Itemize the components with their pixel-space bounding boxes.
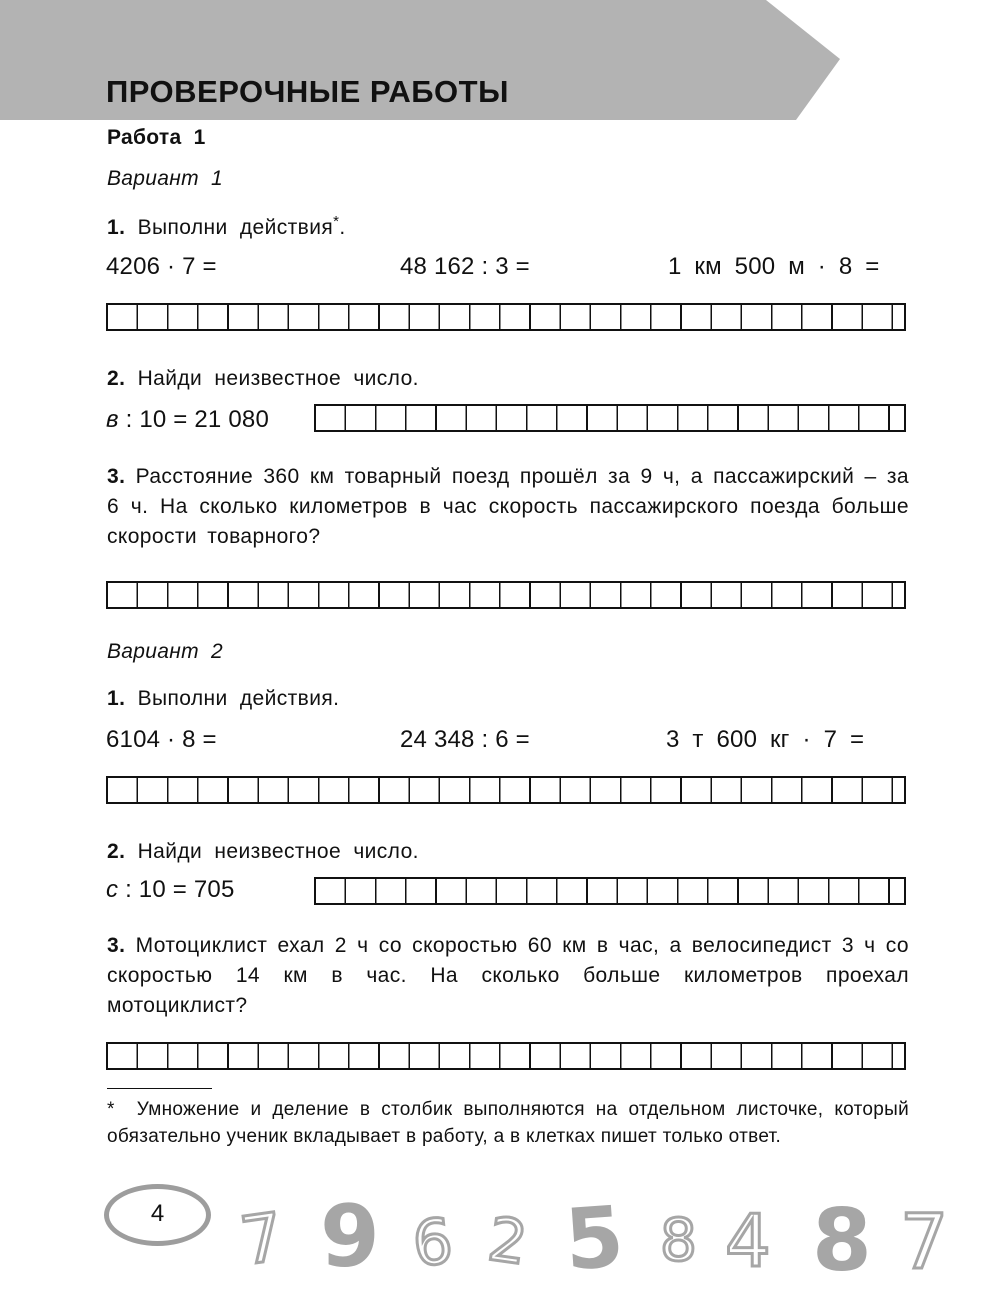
v1-task1-heading [107,213,346,240]
v2-task3-answer-grid[interactable] [106,1042,906,1070]
decor-digit: 4 [725,1199,771,1283]
variant-1-label: Вариант 1 [107,167,223,190]
v2-task1-number: 1. [107,687,126,710]
v1-task1-answer-grid[interactable] [106,303,906,331]
v2-task3 [107,931,909,1021]
v1-task1-text: Выполни действия [137,216,334,239]
v2-expression-1: 6104 · 8 = [106,726,217,753]
v2-task1-text: Выполни действия. [137,687,340,710]
v1-task1-period: . [339,216,346,239]
v2-task3-text: Мотоциклист ехал 2 ч со скоростью 60 км в час, а велосипедист 3 ч со скоростью 14 км в час. На сколько больше километров проехал мотоциклист? [107,934,909,1017]
v2-unknown-variable: с [106,876,119,903]
v2-task3-number: 3. [107,934,126,957]
v2-task2-answer-grid[interactable] [314,877,906,905]
decor-digit: 7 [235,1198,289,1281]
variant-2-label: Вариант 2 [107,640,223,663]
v1-task3-text: Расстояние 360 км товарный поезд прошёл за 9 ч, а пассажирский – за 6 ч. На сколько километров в час скорость пассажирского поезда больше скорости товарного? [107,465,909,548]
v1-task2-number: 2. [107,367,126,390]
footnote-asterisk: * [107,1099,115,1120]
work-title: Работа 1 [107,126,206,149]
decor-digit: 5 [561,1187,627,1290]
v1-task3-number: 3. [107,465,126,488]
v2-expression-3: 3 т 600 кг · 7 = [666,726,865,753]
v1-equation-rest: : 10 = 21 080 [118,406,269,433]
v2-task2-number: 2. [107,840,126,863]
v1-task3 [107,462,909,552]
decor-digit: 8 [812,1191,872,1291]
v1-expression-2: 48 162 : 3 = [400,253,530,280]
decor-digit: 8 [660,1206,697,1274]
v1-task2-heading [107,367,419,391]
v1-task2-text: Найди неизвестное число. [137,367,419,390]
v1-expression-1: 4206 · 7 = [106,253,217,280]
v2-task2-text: Найди неизвестное число. [137,840,419,863]
v1-task2-equation [106,406,269,434]
footnote [107,1096,909,1150]
footnote-divider [107,1088,212,1089]
decor-digit: 7 [900,1197,949,1286]
v2-task1-answer-grid[interactable] [106,776,906,804]
v1-expression-3: 1 км 500 м · 8 = [668,253,880,280]
decorative-digits [220,1180,987,1300]
footnote-mark: * [333,213,340,230]
v2-task2-equation [106,876,235,904]
v1-unknown-variable: в [106,406,119,433]
v2-expression-2: 24 348 : 6 = [400,726,530,753]
page-title: ПРОВЕРОЧНЫЕ РАБОТЫ [106,74,509,109]
decor-digit: 9 [320,1187,380,1287]
v1-task1-number: 1. [107,216,126,239]
decor-digit: 6 [409,1204,457,1281]
v2-task2-heading [107,840,419,864]
v1-task2-answer-grid[interactable] [314,404,906,432]
decor-digit: 2 [483,1204,532,1280]
v2-task1-heading [107,687,339,711]
page-number: 4 [150,1200,165,1227]
v2-equation-rest: : 10 = 705 [118,876,235,903]
footnote-text: Умножение и деление в столбик выполняются на отдельном листочке, который обязательно ученик вкладывает в работу, а в клетках пишет только ответ. [107,1099,909,1147]
v1-task3-answer-grid[interactable] [106,581,906,609]
